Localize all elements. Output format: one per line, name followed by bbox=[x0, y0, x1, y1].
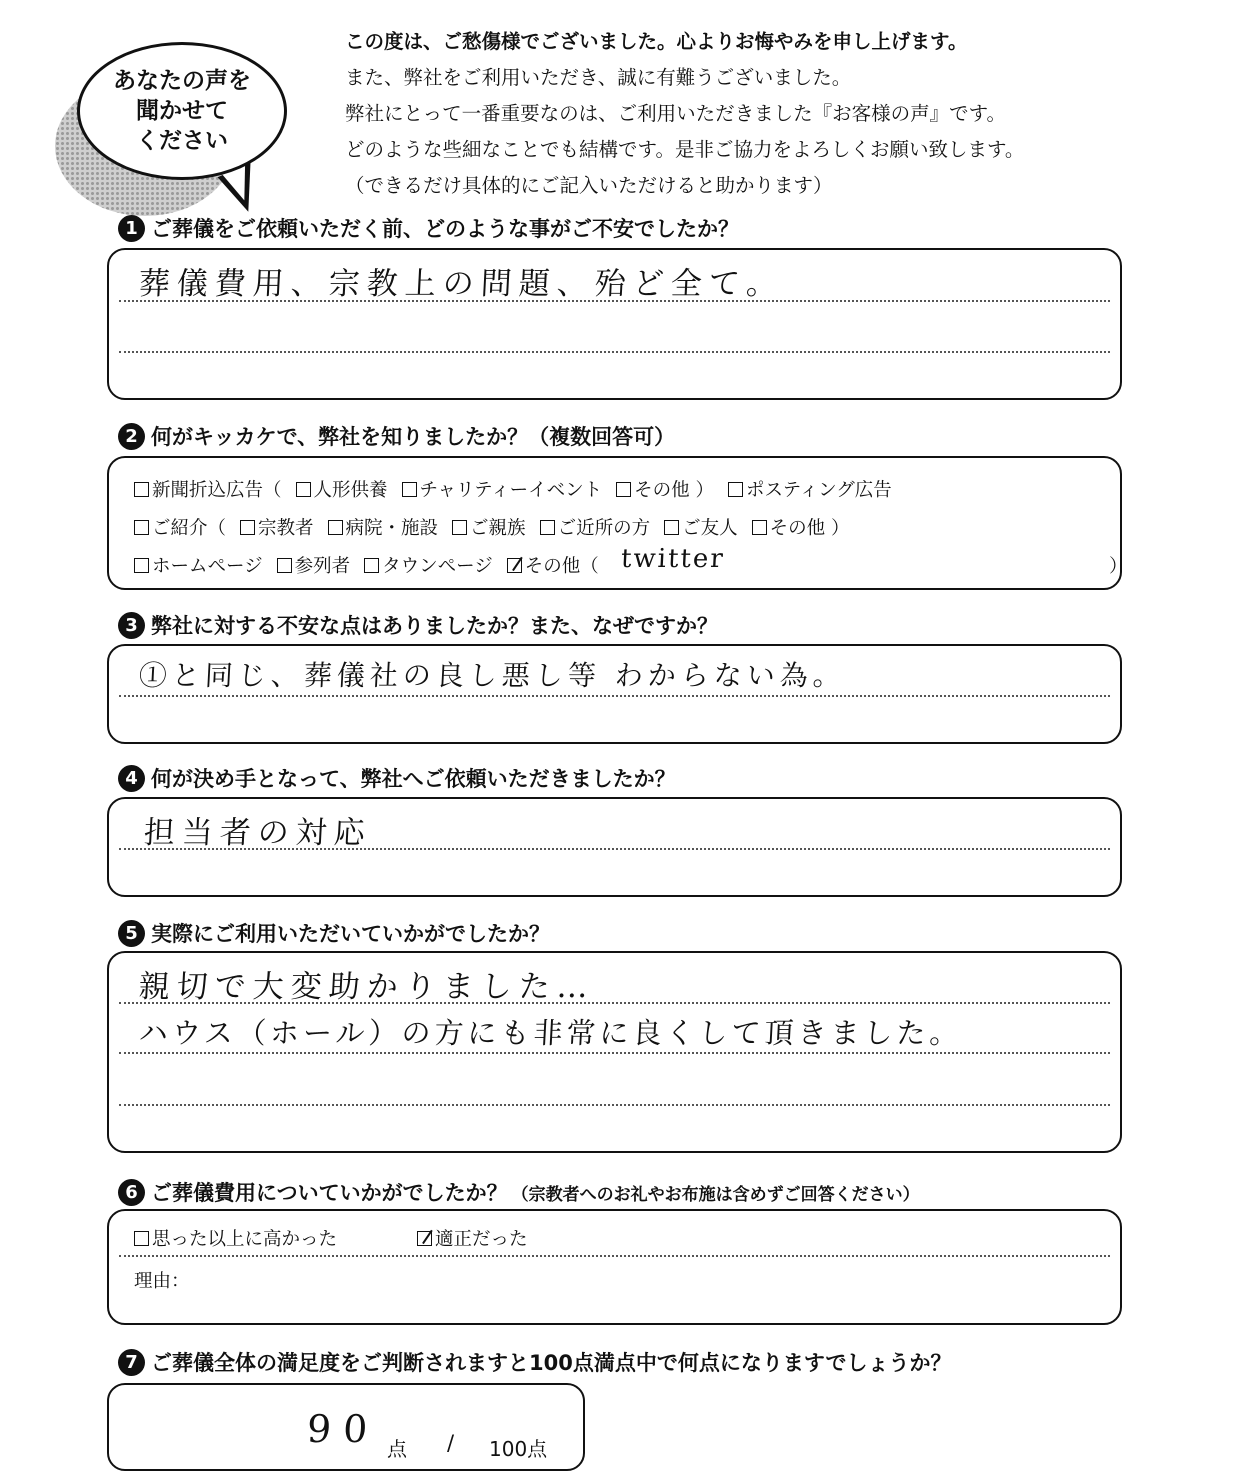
reason-label: 理由： bbox=[134, 1271, 190, 1292]
intro-line: この度は、ご愁傷様でございました。心よりお悔やみを申し上げます。 bbox=[345, 30, 968, 53]
question-number: 4 bbox=[118, 765, 145, 792]
score-unit: 点 bbox=[387, 1437, 407, 1461]
question-number: 7 bbox=[118, 1349, 145, 1376]
question-number: 2 bbox=[118, 423, 145, 450]
answer-box-5[interactable] bbox=[107, 951, 1122, 1153]
question-7-heading bbox=[118, 1347, 951, 1377]
checkbox-icon[interactable] bbox=[328, 520, 343, 535]
option-attendee[interactable]: 参列者 bbox=[277, 552, 351, 582]
question-text: 何が決め手となって、弊社へご依頼いただきましたか？ bbox=[151, 767, 676, 791]
checkbox-icon[interactable] bbox=[134, 520, 149, 535]
option-newspaper[interactable]: 新聞折込広告（ bbox=[134, 476, 282, 502]
score-slash: / bbox=[447, 1431, 455, 1455]
question-6-heading bbox=[118, 1177, 920, 1207]
option-religious[interactable]: 宗教者 bbox=[240, 514, 314, 540]
bubble-line: ください bbox=[136, 128, 228, 154]
question-number: 6 bbox=[118, 1179, 145, 1206]
option-posting-ad[interactable]: ポスティング広告 bbox=[728, 476, 892, 502]
option-friends[interactable]: ご友人 bbox=[664, 514, 738, 540]
checkbox-icon[interactable] bbox=[616, 482, 631, 497]
checkbox-icon[interactable] bbox=[296, 482, 311, 497]
answer-box-2 bbox=[107, 456, 1128, 590]
option-homepage[interactable]: ホームページ bbox=[134, 552, 263, 582]
handwritten-answer: 葬儀費用、宗教上の問題、殆ど全て。 bbox=[137, 266, 786, 302]
bubble-line: あなたの声を bbox=[113, 68, 251, 94]
option-row bbox=[134, 544, 1128, 582]
option-referral[interactable]: ご紹介（ bbox=[134, 514, 226, 540]
question-note: （宗教者へのお礼やお布施は含めずご回答ください） bbox=[511, 1184, 920, 1205]
bubble-line: 聞かせて bbox=[136, 98, 228, 124]
intro-line: 弊社にとって一番重要なのは、ご利用いただきました『お客様の声』です。 bbox=[345, 102, 1007, 125]
option-row bbox=[134, 514, 863, 540]
score-box[interactable] bbox=[107, 1383, 585, 1471]
dotted-rule bbox=[119, 695, 1110, 697]
option-other-3[interactable]: その他（ bbox=[507, 552, 599, 582]
dotted-rule bbox=[119, 1255, 1110, 1257]
question-number: 1 bbox=[118, 215, 145, 242]
option-hospital[interactable]: 病院・施設 bbox=[328, 514, 439, 540]
dotted-rule bbox=[119, 1052, 1110, 1054]
option-townpage[interactable]: タウンページ bbox=[364, 552, 493, 582]
question-2-heading bbox=[118, 421, 675, 451]
checkbox-icon[interactable] bbox=[134, 482, 149, 497]
question-5-heading bbox=[118, 918, 550, 948]
intro-line: また、弊社をご利用いただき、誠に有難うございました。 bbox=[345, 66, 852, 89]
question-text: 何がキッカケで、弊社を知りましたか？（複数回答可） bbox=[151, 425, 676, 449]
question-text: ご葬儀をご依頼いただく前、どのような事がご不安でしたか？ bbox=[151, 217, 739, 241]
option-row bbox=[134, 1225, 542, 1251]
close-paren: ） bbox=[1109, 556, 1128, 577]
handwritten-answer: 親切で大変助かりました… bbox=[137, 969, 596, 1005]
question-text: 弊社に対する不安な点はありましたか？また、なぜですか？ bbox=[151, 614, 718, 638]
checkbox-icon[interactable] bbox=[452, 520, 467, 535]
answer-box-3[interactable] bbox=[107, 644, 1122, 744]
checkbox-icon[interactable] bbox=[134, 1231, 149, 1246]
dotted-rule bbox=[119, 351, 1110, 353]
checked-checkbox-icon[interactable] bbox=[417, 1231, 432, 1246]
bubble-body bbox=[77, 42, 287, 180]
handwritten-answer: ハウス（ホール）の方にも非常に良くして頂きました。 bbox=[138, 1016, 964, 1050]
score-max: 100点 bbox=[489, 1437, 548, 1461]
answer-box-1[interactable] bbox=[107, 248, 1122, 400]
handwritten-answer: ①と同じ、葬儀社の良し悪し等 わからない為。 bbox=[138, 659, 847, 692]
question-text: ご葬儀費用についていかがでしたか？ bbox=[151, 1181, 508, 1205]
option-reasonable[interactable]: 適正だった bbox=[417, 1225, 528, 1251]
handwritten-score: 90 bbox=[305, 1407, 381, 1451]
checkbox-icon[interactable] bbox=[402, 482, 417, 497]
option-other-1[interactable]: その他 ） bbox=[616, 476, 714, 502]
option-other-2[interactable]: その他 ） bbox=[752, 514, 850, 540]
dotted-rule bbox=[119, 1104, 1110, 1106]
checkbox-icon[interactable] bbox=[364, 558, 379, 573]
option-neighbors[interactable]: ご近所の方 bbox=[540, 514, 651, 540]
question-number: 3 bbox=[118, 612, 145, 639]
checked-checkbox-icon[interactable] bbox=[507, 558, 522, 573]
handwritten-answer: 担当者の対応 bbox=[142, 815, 373, 851]
checkbox-icon[interactable] bbox=[277, 558, 292, 573]
checkbox-icon[interactable] bbox=[728, 482, 743, 497]
intro-line: どのような些細なことでも結構です。是非ご協力をよろしくお願い致します。 bbox=[345, 138, 1025, 161]
reason-row bbox=[134, 1267, 190, 1293]
option-charity-event[interactable]: チャリティーイベント bbox=[402, 476, 603, 502]
checkbox-icon[interactable] bbox=[134, 558, 149, 573]
option-relatives[interactable]: ご親族 bbox=[452, 514, 526, 540]
speech-bubble bbox=[55, 30, 295, 210]
checkbox-icon[interactable] bbox=[240, 520, 255, 535]
option-doll-memorial[interactable]: 人形供養 bbox=[296, 476, 388, 502]
checkbox-icon[interactable] bbox=[664, 520, 679, 535]
option-too-expensive[interactable]: 思った以上に高かった bbox=[134, 1225, 337, 1251]
checkbox-icon[interactable] bbox=[752, 520, 767, 535]
question-3-heading bbox=[118, 610, 718, 640]
checkbox-icon[interactable] bbox=[540, 520, 555, 535]
intro-line: （できるだけ具体的にご記入いただけると助かります） bbox=[345, 174, 833, 197]
answer-box-4[interactable] bbox=[107, 797, 1122, 897]
question-number: 5 bbox=[118, 920, 145, 947]
question-4-heading bbox=[118, 763, 676, 793]
question-text: 実際にご利用いただいていかがでしたか？ bbox=[151, 922, 550, 946]
answer-box-6 bbox=[107, 1209, 1122, 1325]
question-1-heading bbox=[118, 213, 739, 243]
question-text: ご葬儀全体の満足度をご判断されますと100点満点中で何点になりますでしょうか？ bbox=[151, 1351, 952, 1375]
option-row bbox=[134, 476, 906, 502]
handwritten-other: twitter bbox=[620, 544, 726, 574]
intro-text bbox=[345, 24, 1205, 204]
